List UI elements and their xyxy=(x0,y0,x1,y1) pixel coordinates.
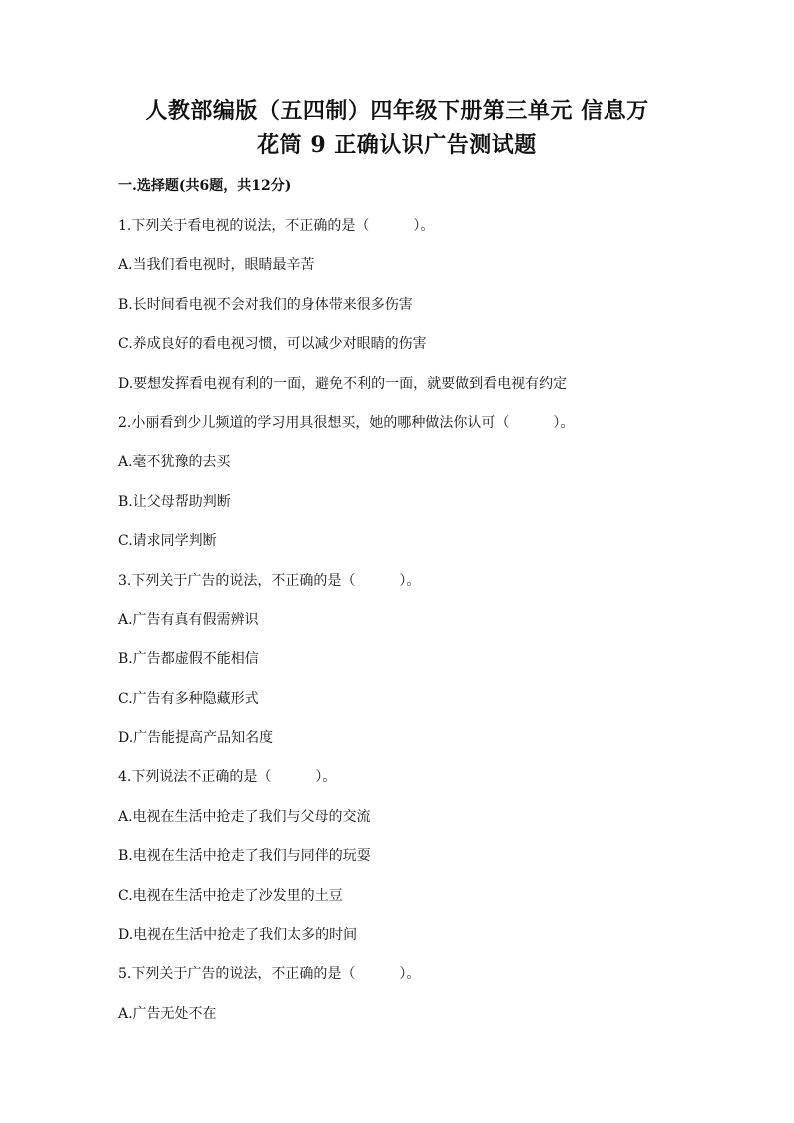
question-1-option-d: D.要想发挥看电视有利的一面，避免不利的一面，就要做到看电视有约定 xyxy=(118,375,568,392)
question-3-option-d: D.广告能提高产品知名度 xyxy=(118,730,274,747)
question-stem-end: ）。 xyxy=(553,414,575,431)
question-stem-text: 1.下列关于看电视的说法，不正确的是（ xyxy=(118,218,370,234)
section-header: 一.选择题(共6题，共12分) xyxy=(118,178,292,194)
question-1-option-a: A.当我们看电视时，眼睛最辛苦 xyxy=(118,257,315,274)
question-4-option-c: C.电视在生活中抢走了沙发里的土豆 xyxy=(118,887,343,904)
question-4-option-a: A.电视在生活中抢走了我们与父母的交流 xyxy=(118,808,371,825)
title-line-1: 人教部编版（五四制）四年级下册第三单元 信息万 xyxy=(145,98,649,124)
question-1-option-c: C.养成良好的看电视习惯，可以减少对眼睛的伤害 xyxy=(118,336,427,353)
question-2-stem xyxy=(118,411,718,450)
question-1-option-b: B.长时间看电视不会对我们的身体带来很多伤害 xyxy=(118,296,413,313)
question-stem-text: 4.下列说法不正确的是（ xyxy=(118,769,272,786)
question-3-stem xyxy=(118,569,718,608)
question-4-option-b: B.电视在生活中抢走了我们与同伴的玩耍 xyxy=(118,848,371,865)
question-3-option-a: A.广告有真有假需辨识 xyxy=(118,611,259,628)
question-4-option-d: D.电视在生活中抢走了我们太多的时间 xyxy=(118,927,358,944)
question-stem-text: 3.下列关于广告的说法，不正确的是（ xyxy=(118,572,356,589)
question-2-option-a: A.毫不犹豫的去买 xyxy=(118,454,231,471)
question-5-stem xyxy=(118,962,718,1001)
question-2-option-b: B.让父母帮助判断 xyxy=(118,493,231,510)
question-list xyxy=(118,214,718,1041)
question-2-option-c: C.请求同学判断 xyxy=(118,533,217,550)
question-stem-end: ）。 xyxy=(399,966,421,983)
question-5-option-a: A.广告无处不在 xyxy=(118,1005,217,1022)
question-stem-end: ）。 xyxy=(315,769,337,786)
question-stem-text: 5.下列关于广告的说法，不正确的是（ xyxy=(118,966,356,983)
question-stem-end: ）。 xyxy=(413,218,435,234)
question-3-option-c: C.广告有多种隐藏形式 xyxy=(118,690,259,707)
question-stem-text: 2.小丽看到少儿频道的学习用具很想买，她的哪种做法你认可（ xyxy=(118,414,510,431)
question-4-stem xyxy=(118,765,718,804)
question-stem-end: ）。 xyxy=(399,572,421,589)
question-3-option-b: B.广告都虚假不能相信 xyxy=(118,651,259,668)
page-title xyxy=(70,94,724,162)
title-line-2: 花筒 9 正确认识广告测试题 xyxy=(257,132,537,158)
question-1-stem xyxy=(118,214,718,253)
